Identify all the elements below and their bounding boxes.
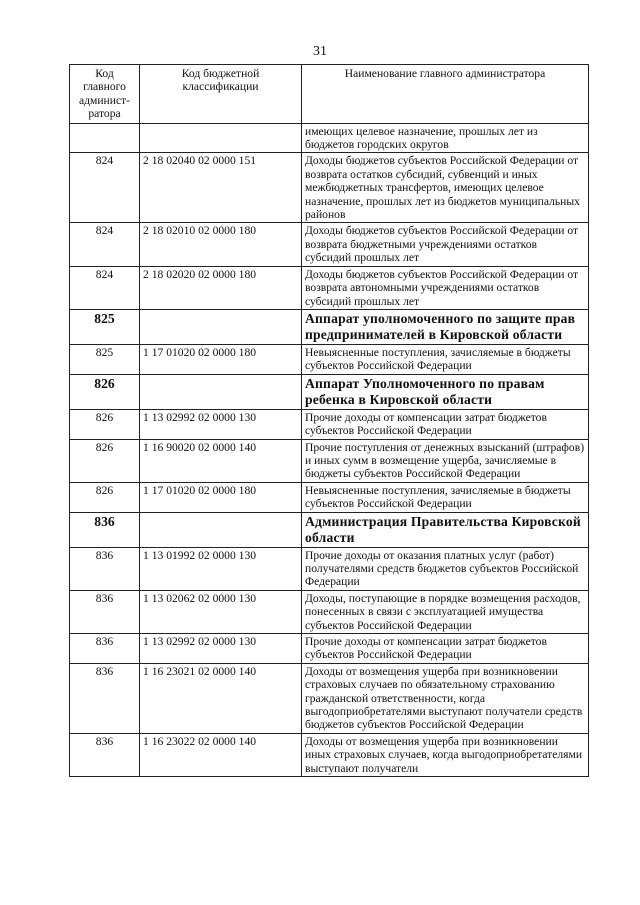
table-row: [70, 409, 589, 439]
budget-code-cell: 1 17 01020 02 0000 180: [140, 344, 302, 374]
budget-code-cell: 1 16 90020 02 0000 140: [140, 439, 302, 482]
table-row: [70, 439, 589, 482]
budget-code-cell: 1 16 23021 02 0000 140: [140, 663, 302, 733]
admin-name-cell: Аппарат Уполномоченного по правам ребенка в Кировской области: [302, 374, 589, 409]
table-row: [70, 547, 589, 590]
admin-name-cell: Аппарат уполномоченного по защите прав предпринимателей в Кировской области: [302, 309, 589, 344]
table-body: [70, 123, 589, 776]
table-row: [70, 344, 589, 374]
budget-code-cell: 1 13 02062 02 0000 130: [140, 590, 302, 633]
budget-code-cell: [140, 309, 302, 344]
admin-name-cell: Доходы бюджетов субъектов Российской Федерации от возврата бюджетными учреждениями остатков субсидий прошлых лет: [302, 223, 589, 266]
admin-code-cell: 836: [70, 634, 140, 664]
admin-name-cell: Доходы от возмещения ущерба при возникновении иных страховых случаев, когда выгодоприобретателями выступают получатели: [302, 733, 589, 776]
header-admin-code: Код главного админист-ратора: [70, 65, 140, 124]
table-row: [70, 733, 589, 776]
admin-name-cell: Прочие доходы от компенсации затрат бюджетов субъектов Российской Федерации: [302, 409, 589, 439]
admin-name-cell: Доходы от возмещения ущерба при возникновении страховых случаев по обязательному страхованию гражданской ответственности, когда выгодоприобретателями выступают получатели средств бюджетов субъектов Российской Федерации: [302, 663, 589, 733]
budget-code-cell: [140, 374, 302, 409]
admin-name-cell: Прочие доходы от компенсации затрат бюджетов субъектов Российской Федерации: [302, 634, 589, 664]
budget-code-cell: 1 13 02992 02 0000 130: [140, 634, 302, 664]
budget-code-cell: 1 13 02992 02 0000 130: [140, 409, 302, 439]
admin-code-cell: 826: [70, 439, 140, 482]
budget-code-cell: [140, 512, 302, 547]
table-header-row: [70, 65, 589, 124]
admin-name-cell: Невыясненные поступления, зачисляемые в бюджеты субъектов Российской Федерации: [302, 482, 589, 512]
admin-code-cell: 836: [70, 733, 140, 776]
admin-code-cell: 836: [70, 590, 140, 633]
table-row: [70, 634, 589, 664]
table-row: [70, 663, 589, 733]
header-admin-name: Наименование главного администратора: [302, 65, 589, 124]
header-budget-code: Код бюджетной классификации: [140, 65, 302, 124]
admin-code-cell: 825: [70, 344, 140, 374]
budget-code-cell: 2 18 02010 02 0000 180: [140, 223, 302, 266]
page-number: 31: [313, 44, 327, 59]
admin-code-cell: 836: [70, 663, 140, 733]
admin-name-cell: Доходы, поступающие в порядке возмещения расходов, понесенных в связи с эксплуатацией имущества субъектов Российской Федерации: [302, 590, 589, 633]
budget-code-cell: 2 18 02040 02 0000 151: [140, 153, 302, 223]
admin-code-cell: 824: [70, 266, 140, 309]
admin-code-cell: 825: [70, 309, 140, 344]
budget-code-cell: 1 16 23022 02 0000 140: [140, 733, 302, 776]
admin-code-cell: 826: [70, 374, 140, 409]
admin-code-cell: 836: [70, 547, 140, 590]
budget-code-cell: 1 13 01992 02 0000 130: [140, 547, 302, 590]
admin-code-cell: 836: [70, 512, 140, 547]
admin-name-cell: Доходы бюджетов субъектов Российской Федерации от возврата остатков субсидий, субвенций и иных межбюджетных трансфертов, имеющих целевое назначение, прошлых лет из бюджетов муниципальных районов: [302, 153, 589, 223]
table-row: [70, 123, 589, 153]
admin-code-cell: 824: [70, 223, 140, 266]
budget-code-cell: 1 17 01020 02 0000 180: [140, 482, 302, 512]
admin-code-cell: 826: [70, 482, 140, 512]
table-row: [70, 153, 589, 223]
group-header-row: [70, 512, 589, 547]
budget-classification-table: [69, 64, 589, 777]
table-row: [70, 266, 589, 309]
admin-name-cell: Доходы бюджетов субъектов Российской Федерации от возврата автономными учреждениями остатков субсидий прошлых лет: [302, 266, 589, 309]
budget-code-cell: 2 18 02020 02 0000 180: [140, 266, 302, 309]
admin-name-cell: Администрация Правительства Кировской области: [302, 512, 589, 547]
group-header-row: [70, 309, 589, 344]
admin-name-cell: Прочие поступления от денежных взысканий (штрафов) и иных сумм в возмещение ущерба, зачисляемые в бюджеты субъектов Российской Федерации: [302, 439, 589, 482]
admin-code-cell: [70, 123, 140, 153]
admin-code-cell: 826: [70, 409, 140, 439]
group-header-row: [70, 374, 589, 409]
admin-code-cell: 824: [70, 153, 140, 223]
budget-code-cell: [140, 123, 302, 153]
table-row: [70, 223, 589, 266]
admin-name-cell: имеющих целевое назначение, прошлых лет из бюджетов городских округов: [302, 123, 589, 153]
admin-name-cell: Невыясненные поступления, зачисляемые в бюджеты субъектов Российской Федерации: [302, 344, 589, 374]
admin-name-cell: Прочие доходы от оказания платных услуг (работ) получателями средств бюджетов субъектов Российской Федерации: [302, 547, 589, 590]
table-row: [70, 590, 589, 633]
table-row: [70, 482, 589, 512]
